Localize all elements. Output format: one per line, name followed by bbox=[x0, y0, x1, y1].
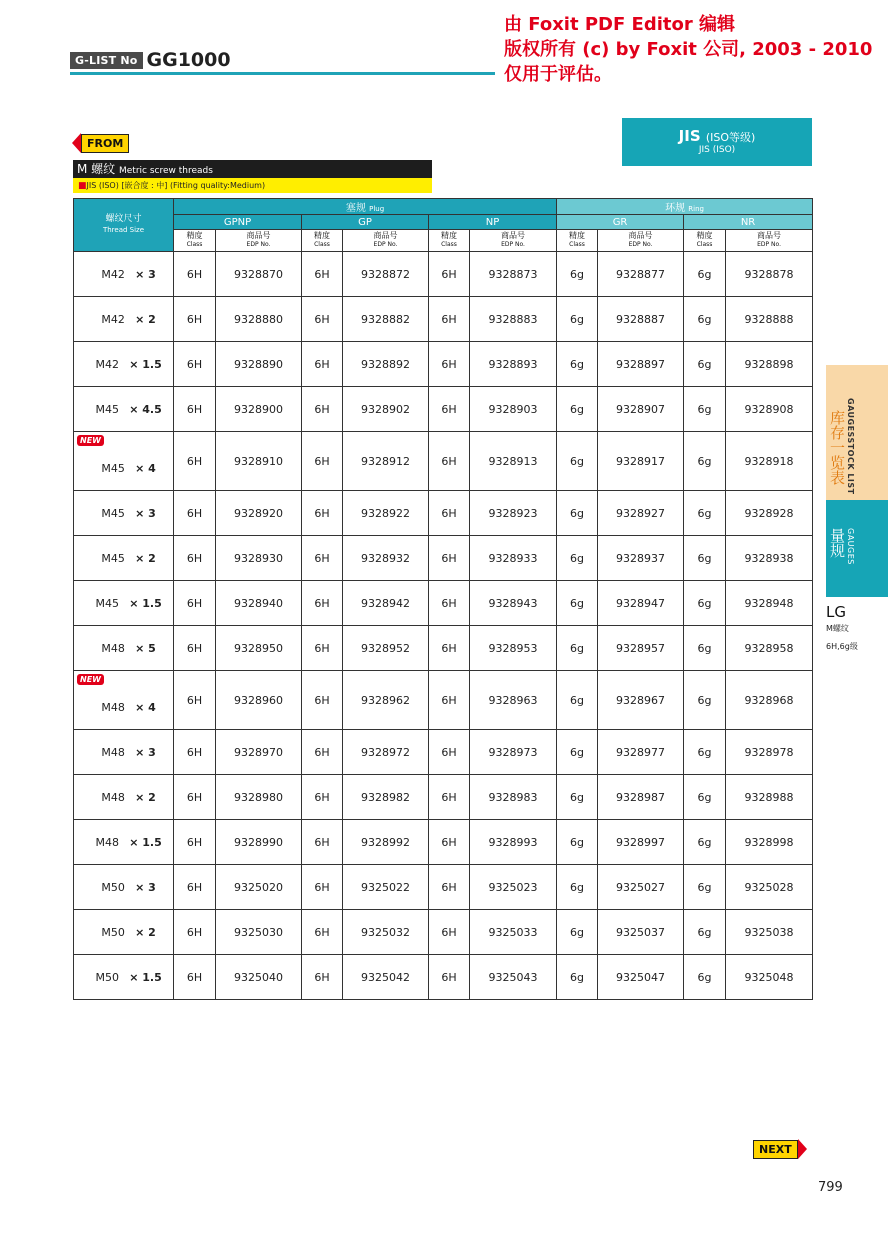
edp-cell: 9325030 bbox=[216, 910, 302, 955]
edp-cell: 9328878 bbox=[726, 252, 813, 297]
class-cell: 6H bbox=[302, 387, 343, 432]
class-cell: 6H bbox=[174, 730, 216, 775]
class-cell: 6H bbox=[174, 297, 216, 342]
edp-cell: 9328982 bbox=[343, 775, 429, 820]
glist-code: GG1000 bbox=[146, 49, 231, 71]
thread-size-cell bbox=[74, 865, 174, 910]
table-row bbox=[74, 581, 813, 626]
thread-pitch: × 2 bbox=[135, 790, 156, 804]
edp-cell: 9328962 bbox=[343, 671, 429, 730]
class-cell: 6H bbox=[429, 581, 470, 626]
edp-cell: 9325033 bbox=[470, 910, 557, 955]
from-label: FROM bbox=[81, 134, 129, 153]
thread-pitch: × 3 bbox=[135, 745, 156, 759]
class-cell: 6H bbox=[429, 387, 470, 432]
edp-cell: 9328917 bbox=[598, 432, 684, 491]
class-cell: 6H bbox=[302, 491, 343, 536]
group-gpnp: GPNP bbox=[174, 215, 302, 230]
stock-list-tab-en: GAUGESSTOCK LIST bbox=[846, 398, 855, 495]
edp-cell: 9328967 bbox=[598, 671, 684, 730]
table-row bbox=[74, 491, 813, 536]
edp-cell: 9325042 bbox=[343, 955, 429, 1000]
class-cell: 6H bbox=[429, 865, 470, 910]
header-rule bbox=[70, 72, 495, 75]
edp-cell: 9328953 bbox=[470, 626, 557, 671]
edp-cell: 9325040 bbox=[216, 955, 302, 1000]
edp-cell: 9328902 bbox=[343, 387, 429, 432]
edp-cell: 9328977 bbox=[598, 730, 684, 775]
thread-pitch: × 2 bbox=[135, 925, 156, 939]
class-cell: 6H bbox=[174, 536, 216, 581]
class-cell: 6H bbox=[429, 775, 470, 820]
edp-cell: 9328873 bbox=[470, 252, 557, 297]
edp-cell: 9328882 bbox=[343, 297, 429, 342]
thread-diameter: M50 bbox=[101, 925, 125, 939]
edp-cell: 9328887 bbox=[598, 297, 684, 342]
lg-sub-thread: M螺纹 bbox=[826, 624, 849, 633]
thread-diameter: M48 bbox=[101, 745, 125, 759]
group-gr: GR bbox=[557, 215, 684, 230]
plug-header: 塞规 Plug bbox=[174, 199, 557, 215]
edp-cell: 9328938 bbox=[726, 536, 813, 581]
class-cell: 6H bbox=[429, 432, 470, 491]
class-cell: 6H bbox=[174, 775, 216, 820]
class-cell: 6g bbox=[557, 730, 598, 775]
table-row bbox=[74, 955, 813, 1000]
thread-size-cell bbox=[74, 910, 174, 955]
table-row bbox=[74, 820, 813, 865]
class-cell: 6g bbox=[684, 536, 726, 581]
table-row bbox=[74, 536, 813, 581]
thread-size-cell bbox=[74, 671, 174, 730]
class-cell: 6H bbox=[429, 955, 470, 1000]
edp-col-header: 商品号 EDP No. bbox=[598, 230, 684, 252]
class-cell: 6g bbox=[684, 820, 726, 865]
class-cell: 6g bbox=[684, 626, 726, 671]
class-cell: 6H bbox=[174, 671, 216, 730]
watermark-line-3: 仅用于评估。 bbox=[504, 64, 612, 85]
edp-cell: 9325037 bbox=[598, 910, 684, 955]
edp-cell: 9325022 bbox=[343, 865, 429, 910]
edp-col-header: 商品号 EDP No. bbox=[216, 230, 302, 252]
watermark-line-2: 版权所有 (c) by Foxit 公司, 2003 - 2010 bbox=[504, 39, 873, 60]
thread-pitch: × 1.5 bbox=[129, 835, 162, 849]
class-cell: 6g bbox=[557, 536, 598, 581]
class-cell: 6H bbox=[174, 865, 216, 910]
edp-cell: 9328987 bbox=[598, 775, 684, 820]
class-cell: 6H bbox=[302, 581, 343, 626]
table-row bbox=[74, 910, 813, 955]
class-cell: 6g bbox=[557, 387, 598, 432]
class-cell: 6g bbox=[557, 432, 598, 491]
edp-cell: 9328947 bbox=[598, 581, 684, 626]
class-cell: 6H bbox=[302, 536, 343, 581]
edp-cell: 9328942 bbox=[343, 581, 429, 626]
table-row bbox=[74, 626, 813, 671]
thread-diameter: M42 bbox=[101, 267, 125, 281]
ring-header: 环规 Ring bbox=[557, 199, 813, 215]
edp-cell: 9328933 bbox=[470, 536, 557, 581]
class-cell: 6g bbox=[557, 491, 598, 536]
thread-size-cell bbox=[74, 297, 174, 342]
edp-cell: 9328978 bbox=[726, 730, 813, 775]
class-cell: 6g bbox=[684, 865, 726, 910]
next-button[interactable] bbox=[753, 1139, 807, 1159]
thread-pitch: × 1.5 bbox=[129, 357, 162, 371]
edp-cell: 9328940 bbox=[216, 581, 302, 626]
page-number: 799 bbox=[818, 1180, 843, 1195]
thread-size-cell bbox=[74, 491, 174, 536]
class-cell: 6g bbox=[557, 910, 598, 955]
edp-cell: 9328910 bbox=[216, 432, 302, 491]
edp-cell: 9328937 bbox=[598, 536, 684, 581]
class-cell: 6g bbox=[557, 252, 598, 297]
class-col-header: 精度 Class bbox=[557, 230, 598, 252]
class-cell: 6H bbox=[302, 775, 343, 820]
thread-pitch: × 1.5 bbox=[129, 596, 162, 610]
class-cell: 6g bbox=[557, 297, 598, 342]
thread-size-cell bbox=[74, 730, 174, 775]
edp-cell: 9328900 bbox=[216, 387, 302, 432]
new-badge: NEW bbox=[77, 674, 104, 685]
edp-cell: 9328972 bbox=[343, 730, 429, 775]
class-col-header: 精度 Class bbox=[302, 230, 343, 252]
class-cell: 6H bbox=[429, 491, 470, 536]
thread-pitch: × 2 bbox=[135, 312, 156, 326]
class-cell: 6H bbox=[302, 297, 343, 342]
edp-cell: 9328932 bbox=[343, 536, 429, 581]
thread-size-cell bbox=[74, 775, 174, 820]
thread-pitch: × 2 bbox=[135, 551, 156, 565]
edp-cell: 9328990 bbox=[216, 820, 302, 865]
thread-gauge-table bbox=[73, 198, 813, 1000]
table-row bbox=[74, 671, 813, 730]
class-cell: 6g bbox=[684, 432, 726, 491]
edp-cell: 9328958 bbox=[726, 626, 813, 671]
class-cell: 6H bbox=[302, 865, 343, 910]
square-bullet-icon: ■ bbox=[78, 181, 87, 191]
edp-cell: 9328908 bbox=[726, 387, 813, 432]
edp-cell: 9328880 bbox=[216, 297, 302, 342]
edp-cell: 9328943 bbox=[470, 581, 557, 626]
edp-cell: 9328897 bbox=[598, 342, 684, 387]
edp-cell: 9328883 bbox=[470, 297, 557, 342]
class-cell: 6g bbox=[557, 775, 598, 820]
edp-cell: 9328970 bbox=[216, 730, 302, 775]
edp-cell: 9328903 bbox=[470, 387, 557, 432]
thread-pitch: × 5 bbox=[135, 641, 156, 655]
edp-cell: 9328872 bbox=[343, 252, 429, 297]
edp-cell: 9328950 bbox=[216, 626, 302, 671]
thread-size-header: 螺纹尺寸 Thread Size bbox=[74, 199, 174, 252]
class-cell: 6g bbox=[557, 865, 598, 910]
table-row bbox=[74, 297, 813, 342]
glist-label: G-LIST No bbox=[70, 52, 143, 69]
class-cell: 6H bbox=[174, 342, 216, 387]
class-cell: 6H bbox=[174, 955, 216, 1000]
edp-cell: 9325032 bbox=[343, 910, 429, 955]
thread-pitch: × 3 bbox=[135, 880, 156, 894]
edp-cell: 9328992 bbox=[343, 820, 429, 865]
jis-subtitle: JIS (ISO) bbox=[698, 145, 736, 155]
thread-diameter: M48 bbox=[95, 835, 119, 849]
class-cell: 6g bbox=[557, 581, 598, 626]
edp-cell: 9328983 bbox=[470, 775, 557, 820]
thread-diameter: M42 bbox=[101, 312, 125, 326]
class-cell: 6H bbox=[174, 491, 216, 536]
thread-size-cell bbox=[74, 432, 174, 491]
thread-pitch: × 4 bbox=[135, 700, 156, 714]
edp-cell: 9325048 bbox=[726, 955, 813, 1000]
edp-cell: 9328892 bbox=[343, 342, 429, 387]
lg-label: LG bbox=[826, 603, 846, 621]
arrow-left-icon bbox=[72, 133, 81, 153]
thread-diameter: M48 bbox=[101, 790, 125, 804]
gauges-tab-label: 量规 bbox=[828, 528, 846, 558]
class-cell: 6H bbox=[302, 820, 343, 865]
table-row bbox=[74, 342, 813, 387]
edp-cell: 9328968 bbox=[726, 671, 813, 730]
class-cell: 6H bbox=[429, 297, 470, 342]
class-cell: 6H bbox=[302, 955, 343, 1000]
edp-cell: 9328997 bbox=[598, 820, 684, 865]
class-cell: 6g bbox=[684, 910, 726, 955]
thread-diameter: M48 bbox=[101, 700, 125, 714]
thread-diameter: M45 bbox=[95, 596, 119, 610]
watermark-line-1: 由 Foxit PDF Editor 编辑 bbox=[504, 14, 736, 35]
class-cell: 6g bbox=[684, 342, 726, 387]
class-cell: 6H bbox=[174, 820, 216, 865]
thread-diameter: M45 bbox=[95, 402, 119, 416]
class-cell: 6g bbox=[557, 955, 598, 1000]
gauges-tab-en: GAUGES bbox=[846, 528, 855, 565]
class-cell: 6H bbox=[302, 671, 343, 730]
class-col-header: 精度 Class bbox=[684, 230, 726, 252]
class-cell: 6g bbox=[557, 820, 598, 865]
group-nr: NR bbox=[684, 215, 813, 230]
edp-cell: 9325043 bbox=[470, 955, 557, 1000]
class-cell: 6H bbox=[429, 730, 470, 775]
edp-cell: 9325028 bbox=[726, 865, 813, 910]
watermark bbox=[504, 12, 872, 87]
edp-cell: 9328923 bbox=[470, 491, 557, 536]
next-label: NEXT bbox=[753, 1140, 798, 1159]
class-cell: 6g bbox=[684, 955, 726, 1000]
jis-title: JIS (ISO等级) bbox=[678, 127, 756, 145]
edp-cell: 9325020 bbox=[216, 865, 302, 910]
class-cell: 6H bbox=[302, 432, 343, 491]
table-row bbox=[74, 252, 813, 297]
jis-standard-box bbox=[622, 118, 812, 166]
thread-size-cell bbox=[74, 342, 174, 387]
class-cell: 6H bbox=[429, 252, 470, 297]
thread-diameter: M45 bbox=[101, 506, 125, 520]
edp-col-header: 商品号 EDP No. bbox=[470, 230, 557, 252]
class-cell: 6H bbox=[174, 581, 216, 626]
class-col-header: 精度 Class bbox=[429, 230, 470, 252]
edp-col-header: 商品号 EDP No. bbox=[343, 230, 429, 252]
edp-cell: 9325027 bbox=[598, 865, 684, 910]
thread-size-cell bbox=[74, 626, 174, 671]
table-row bbox=[74, 865, 813, 910]
class-cell: 6H bbox=[302, 730, 343, 775]
edp-cell: 9328952 bbox=[343, 626, 429, 671]
class-cell: 6H bbox=[174, 910, 216, 955]
edp-cell: 9328907 bbox=[598, 387, 684, 432]
edp-cell: 9328988 bbox=[726, 775, 813, 820]
edp-cell: 9328913 bbox=[470, 432, 557, 491]
thread-size-cell bbox=[74, 387, 174, 432]
class-cell: 6H bbox=[174, 626, 216, 671]
table-row bbox=[74, 775, 813, 820]
thread-diameter: M45 bbox=[101, 551, 125, 565]
thread-pitch: × 3 bbox=[135, 267, 156, 281]
thread-size-cell bbox=[74, 252, 174, 297]
table-row bbox=[74, 387, 813, 432]
class-cell: 6H bbox=[429, 910, 470, 955]
edp-cell: 9328960 bbox=[216, 671, 302, 730]
section-subtitle: ■JIS (ISO) [嵌合度 : 中] (Fitting quality:Medium) bbox=[73, 178, 432, 193]
thread-pitch: × 1.5 bbox=[129, 970, 162, 984]
thread-size-cell bbox=[74, 955, 174, 1000]
edp-cell: 9328870 bbox=[216, 252, 302, 297]
edp-cell: 9328930 bbox=[216, 536, 302, 581]
new-badge: NEW bbox=[77, 435, 104, 446]
edp-cell: 9328927 bbox=[598, 491, 684, 536]
section-title: M 螺纹 Metric screw threads bbox=[73, 160, 432, 178]
edp-cell: 9328980 bbox=[216, 775, 302, 820]
thread-size-cell bbox=[74, 820, 174, 865]
class-cell: 6H bbox=[302, 252, 343, 297]
edp-cell: 9328922 bbox=[343, 491, 429, 536]
thread-diameter: M48 bbox=[101, 641, 125, 655]
class-cell: 6g bbox=[684, 671, 726, 730]
edp-cell: 9328898 bbox=[726, 342, 813, 387]
edp-cell: 9325023 bbox=[470, 865, 557, 910]
class-cell: 6H bbox=[174, 252, 216, 297]
class-cell: 6H bbox=[302, 342, 343, 387]
class-cell: 6g bbox=[684, 297, 726, 342]
thread-diameter: M45 bbox=[101, 461, 125, 475]
edp-cell: 9328957 bbox=[598, 626, 684, 671]
class-cell: 6H bbox=[429, 536, 470, 581]
edp-cell: 9328998 bbox=[726, 820, 813, 865]
class-cell: 6H bbox=[174, 432, 216, 491]
class-cell: 6g bbox=[557, 342, 598, 387]
class-cell: 6g bbox=[684, 775, 726, 820]
edp-cell: 9328963 bbox=[470, 671, 557, 730]
class-cell: 6g bbox=[684, 581, 726, 626]
edp-cell: 9328928 bbox=[726, 491, 813, 536]
thread-pitch: × 4.5 bbox=[129, 402, 162, 416]
class-cell: 6g bbox=[557, 626, 598, 671]
edp-cell: 9328912 bbox=[343, 432, 429, 491]
stock-list-tab-label: 库存一览表 bbox=[828, 410, 846, 485]
table-row bbox=[74, 432, 813, 491]
class-col-header: 精度 Class bbox=[174, 230, 216, 252]
edp-cell: 9328948 bbox=[726, 581, 813, 626]
edp-cell: 9325047 bbox=[598, 955, 684, 1000]
edp-cell: 9328893 bbox=[470, 342, 557, 387]
thread-diameter: M50 bbox=[95, 970, 119, 984]
edp-col-header: 商品号 EDP No. bbox=[726, 230, 813, 252]
arrow-right-icon bbox=[798, 1139, 807, 1159]
lg-sub-grade: 6H,6g级 bbox=[826, 642, 858, 651]
edp-cell: 9325038 bbox=[726, 910, 813, 955]
class-cell: 6g bbox=[684, 252, 726, 297]
from-button[interactable] bbox=[72, 133, 129, 153]
edp-cell: 9328973 bbox=[470, 730, 557, 775]
class-cell: 6H bbox=[429, 342, 470, 387]
thread-size-cell bbox=[74, 581, 174, 626]
class-cell: 6H bbox=[429, 671, 470, 730]
thread-diameter: M42 bbox=[95, 357, 119, 371]
edp-cell: 9328993 bbox=[470, 820, 557, 865]
group-np: NP bbox=[429, 215, 557, 230]
glist-header bbox=[70, 49, 231, 71]
class-cell: 6H bbox=[302, 910, 343, 955]
class-cell: 6H bbox=[429, 820, 470, 865]
class-cell: 6H bbox=[174, 387, 216, 432]
group-gp: GP bbox=[302, 215, 429, 230]
edp-cell: 9328918 bbox=[726, 432, 813, 491]
class-cell: 6g bbox=[684, 387, 726, 432]
thread-pitch: × 4 bbox=[135, 461, 156, 475]
edp-cell: 9328920 bbox=[216, 491, 302, 536]
class-cell: 6g bbox=[684, 491, 726, 536]
class-cell: 6H bbox=[302, 626, 343, 671]
thread-pitch: × 3 bbox=[135, 506, 156, 520]
thread-diameter: M50 bbox=[101, 880, 125, 894]
edp-cell: 9328890 bbox=[216, 342, 302, 387]
edp-cell: 9328888 bbox=[726, 297, 813, 342]
class-cell: 6H bbox=[429, 626, 470, 671]
edp-cell: 9328877 bbox=[598, 252, 684, 297]
class-cell: 6g bbox=[557, 671, 598, 730]
class-cell: 6g bbox=[684, 730, 726, 775]
thread-size-cell bbox=[74, 536, 174, 581]
table-row bbox=[74, 730, 813, 775]
